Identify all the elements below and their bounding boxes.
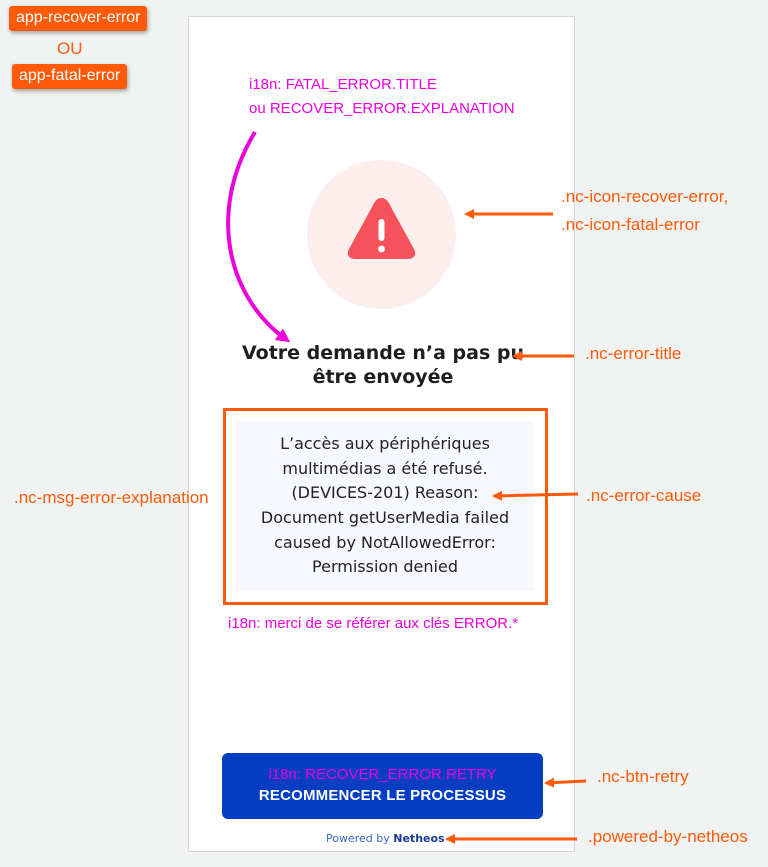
icon-class-label-line1: .nc-icon-recover-error,: [561, 187, 729, 206]
i18n-cause-note: i18n: merci de se référer aux clés ERROR.*: [228, 615, 519, 632]
or-separator: OU: [57, 39, 83, 58]
retry-arrow: [546, 781, 586, 783]
i18n-title-note-line1: i18n: FATAL_ERROR.TITLE: [249, 76, 437, 93]
powered-prefix: Powered by: [326, 832, 390, 845]
cause-class-label: .nc-error-cause: [586, 486, 702, 505]
icon-class-label-line2: .nc-icon-fatal-error: [561, 215, 700, 234]
i18n-title-note-line2: ou RECOVER_ERROR.EXPLANATION: [249, 100, 515, 117]
title-class-label: .nc-error-title: [585, 344, 682, 363]
powered-brand: Netheos: [393, 832, 445, 845]
explanation-class-label: .nc-msg-error-explanation: [14, 488, 209, 507]
retry-button-label: RECOMMENCER LE PROCESSUS: [258, 787, 507, 804]
error-cause-text: L’accès aux périphériques multimédias a été refusé. (DEVICES-201) Reason: Document getUserMedia failed caused by NotAllowedError: Permission denied: [260, 434, 510, 577]
error-title: Votre demande n’a pas pu être envoyée: [241, 342, 525, 388]
retry-i18n-note: i18n: RECOVER_ERROR.RETRY: [268, 766, 497, 783]
retry-class-label: .nc-btn-retry: [597, 767, 689, 786]
cause-arrow: [494, 494, 578, 496]
app-recover-error-badge: app-recover-error: [9, 6, 147, 31]
title-i18n-arrow: [228, 132, 287, 340]
app-fatal-error-badge: app-fatal-error: [12, 64, 127, 89]
powered-class-label: .powered-by-netheos: [588, 827, 748, 846]
